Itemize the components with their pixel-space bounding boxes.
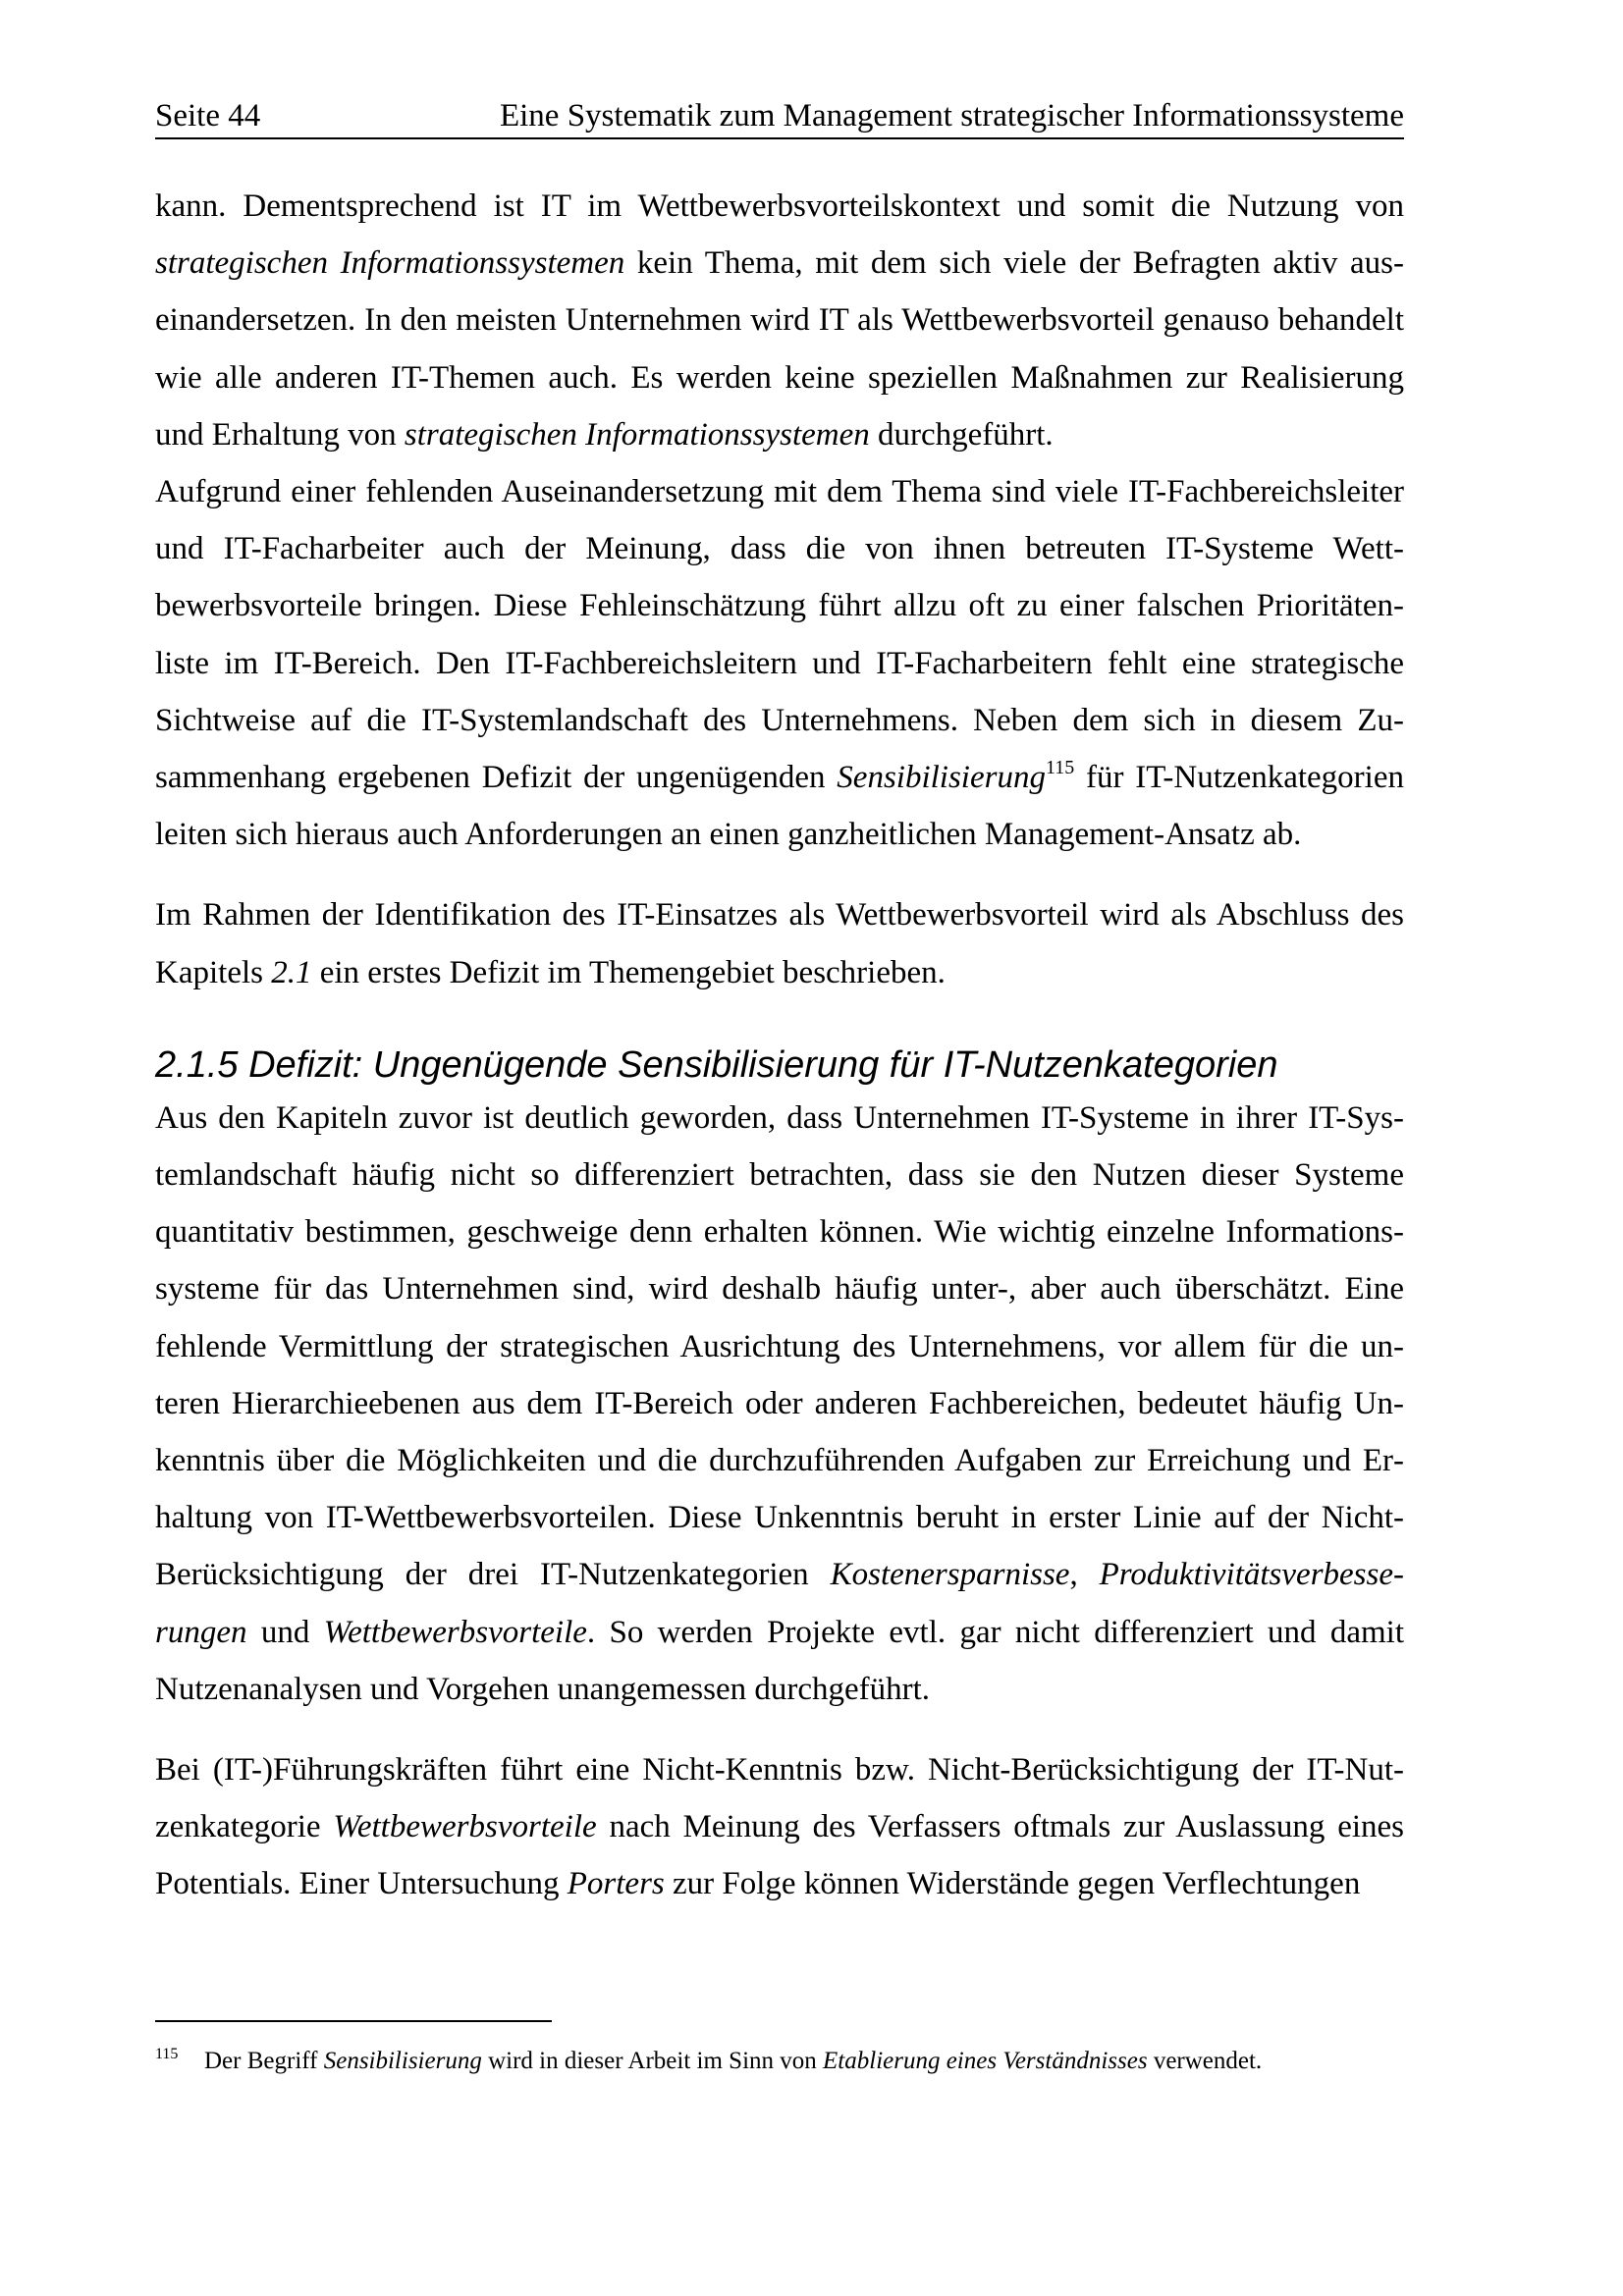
text-run: Bei (IT-)Führungskräften führt eine Nicht-Kenntnis bzw. Nicht-Berücksichtigung der IT-Nutzenkategorie (155, 1752, 1404, 1845)
running-title: Eine Systematik zum Management strategischer Informationssysteme (499, 98, 1404, 133)
text-run: und (246, 1614, 324, 1650)
footnote-separator (155, 2020, 552, 2022)
emphasis-term: strategischen Informationssystemen (155, 245, 625, 282)
text-run: . So werden Projekte evtl. gar nicht differenziert und damit Nutzenanalysen und Vorgehen unangemessen durchgeführt. (155, 1614, 1404, 1707)
text-run: nach Meinung des Verfassers oftmals zur Auslassung eines Potentials. Einer Untersuchung (155, 1809, 1405, 1902)
paragraph-5 (155, 1741, 1404, 1913)
emphasis-term: Wettbewerbsvorteile (323, 1614, 587, 1650)
page-number: Seite 44 (155, 98, 261, 133)
emphasis-term: strategischen Informationssystemen (404, 416, 870, 453)
document-page (155, 94, 1404, 1913)
text-run: verwendet. (1147, 2048, 1263, 2074)
emphasis-term: Produktivitätsverbesserungen (155, 1557, 1405, 1650)
text-run: für IT-Nutzenkategorien leiten sich hieraus auch Anforderungen an einen ganzheitlichen Management-Ansatz ab. (155, 760, 1404, 853)
emphasis-term: Porters (567, 1866, 665, 1902)
paragraph-2 (155, 463, 1404, 863)
section-heading: 2.1.5 Defizit: Ungenügende Sensibilisierung für IT-Nutzenkategorien (155, 1043, 1278, 1086)
text-run: Im Rahmen der Identifikation des IT-Einsatzes als Wettbewerbsvorteil wird als Abschluss des Kapitels (155, 897, 1404, 990)
emphasis-term: Etablierung eines Verständnisses (823, 2048, 1148, 2074)
chapter-reference: 2.1 (271, 954, 312, 990)
text-run: wird in dieser Arbeit im Sinn von (481, 2048, 824, 2074)
running-header (155, 94, 1404, 139)
emphasis-term: Sensibilisierung (837, 760, 1046, 796)
text-run: durchgeführt. (869, 416, 1054, 453)
text-run: , (1069, 1557, 1100, 1593)
text-run: ein erstes Defizit im Themengebiet beschrieben. (311, 954, 946, 990)
text-run: Aufgrund einer fehlenden Auseinandersetzung mit dem Thema sind viele IT-Fachbereichsleiter und IT-Facharbeiter auch der Meinung, dass die von ihnen betreuten IT-Systeme Wettbewerbsvorteile bringen. Diese Fehleinschätzung führt allzu oft zu einer falschen Prioritätenliste im IT-Bereich. Den IT-Fachbereichsleitern und IT-Facharbeitern fehlt eine strategische Sichtweise auf die IT-Systemlandschaft des Unternehmens. Neben dem sich in diesem Zusammenhang ergebenen Defizit der ungenügenden (155, 474, 1404, 796)
paragraph-4 (155, 1090, 1404, 1718)
footnote-reference[interactable]: 115 (1045, 757, 1075, 779)
text-run: zur Folge können Widerstände gegen Verflechtungen (664, 1866, 1361, 1902)
paragraph-3 (155, 886, 1404, 1000)
text-run: kann. Dementsprechend ist IT im Wettbewerbsvorteilskontext und somit die Nutzung von (155, 188, 1404, 224)
footnote-115: 115 Der Begriff Sensibilisierung wird in dieser Arbeit im Sinn von Etablierung eines Verständnisses verwendet. (155, 2046, 1263, 2074)
text-run: Aus den Kapiteln zuvor ist deutlich geworden, dass Unternehmen IT-Systeme in ihrer IT-Systemlandschaft häufig nicht so differenziert betrachten, dass sie den Nutzen dieser Systeme quantitativ bestimmen, geschweige denn erhalten können. Wie wichtig einzelne Informationssysteme für das Unternehmen sind, wird deshalb häufig unter-, aber auch überschätzt. Eine fehlende Vermittlung der strategischen Ausrichtung des Unternehmens, vor allem für die unteren Hierarchieebenen aus dem IT-Bereich oder anderen Fachbereichen, bedeutet häufig Unkenntnis über die Möglichkeiten und die durchzuführenden Aufgaben zur Erreichung und Erhaltung von IT-Wettbewerbsvorteilen. Diese Unkenntnis beruht in erster Linie auf der Nicht-Berücksichtigung der drei IT-Nutzenkategorien (155, 1099, 1404, 1593)
paragraph-1 (155, 178, 1404, 463)
emphasis-term: Wettbewerbsvorteile (333, 1809, 597, 1845)
emphasis-term: Sensibilisierung (323, 2048, 482, 2074)
text-run: Der Begriff (204, 2048, 324, 2074)
emphasis-term: Kostenersparnisse (830, 1557, 1070, 1593)
text-run: kein Thema, mit dem sich viele der Befragten aktiv auseinandersetzen. In den meisten Unternehmen wird IT als Wettbewerbsvorteil genauso behandelt wie alle anderen IT-Themen auch. Es werden keine speziellen Maßnahmen zur Realisierung und Erhaltung von (155, 245, 1404, 453)
